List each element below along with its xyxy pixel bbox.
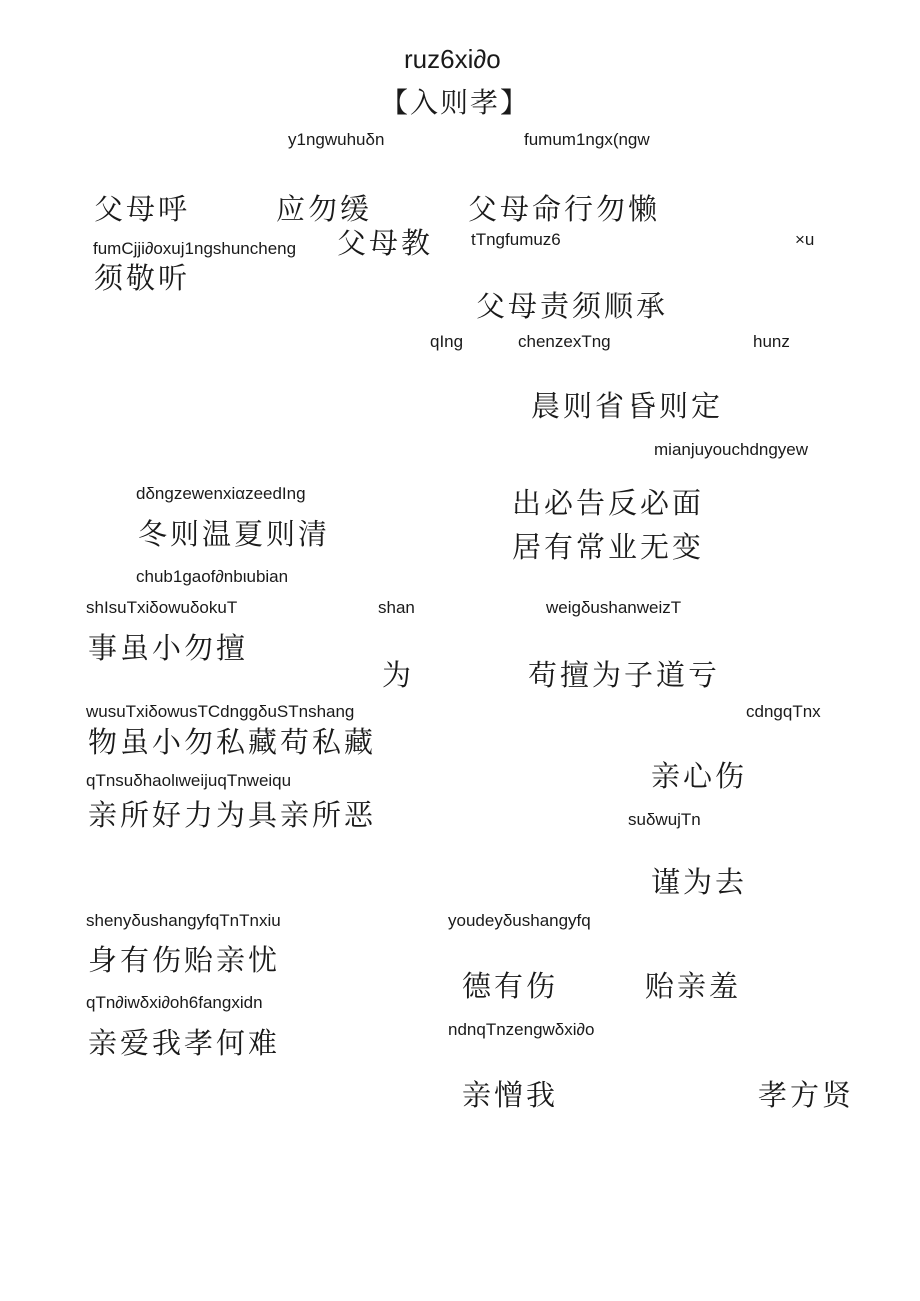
hanzi-line: 亲憎我 xyxy=(462,1078,559,1112)
section-heading: 【入则孝】 xyxy=(380,86,531,119)
pinyin-line: qIng xyxy=(430,332,464,351)
hanzi-line: 父母责须顺承 xyxy=(476,289,669,323)
pinyin-line: ndnqTnzengwδxi∂o xyxy=(448,1020,595,1039)
title-pinyin: ruz6xi∂o xyxy=(404,44,501,74)
hanzi-line: 父母教 xyxy=(337,226,434,260)
pinyin-line: shenyδushangyfqTnTnxiu xyxy=(86,911,281,930)
hanzi-line: 苟擅为子道亏 xyxy=(528,658,721,692)
hanzi-line: 居有常业无变 xyxy=(512,530,705,564)
hanzi-line: 父母呼 xyxy=(94,192,191,226)
pinyin-line: qTnsuδhaolιweijuqTnweiqu xyxy=(86,771,292,790)
pinyin-line: shIsuTxiδowuδokuT xyxy=(86,598,238,617)
pinyin-line: suδwujTn xyxy=(628,810,701,829)
hanzi-line: 冬则温夏则清 xyxy=(138,517,331,551)
hanzi-line: 亲所好力为具亲所恶 xyxy=(88,798,377,832)
pinyin-line: shan xyxy=(378,598,415,617)
hanzi-line: 德有伤 xyxy=(462,969,559,1003)
pinyin-line: youdeyδushangyfq xyxy=(448,911,591,930)
hanzi-line: 须敬听 xyxy=(94,261,191,295)
hanzi-line: 身有伤贻亲忧 xyxy=(88,943,281,977)
hanzi-line: 孝方贤 xyxy=(758,1078,855,1112)
hanzi-line: 应勿缓 xyxy=(276,192,373,226)
hanzi-line: 为 xyxy=(382,658,415,692)
pinyin-line: weigδushanweizT xyxy=(546,598,682,617)
pinyin-line: hunz xyxy=(753,332,790,351)
hanzi-line: 出必告反必面 xyxy=(512,486,705,520)
hanzi-line: 亲心伤 xyxy=(651,759,748,793)
pinyin-line: dδngzewenxiαzeedIng xyxy=(136,484,306,503)
pinyin-line: wusuTxiδowusTCdnggδuSTnshang xyxy=(86,702,355,721)
hanzi-line: 晨则省昏则定 xyxy=(531,389,724,423)
pinyin-line: chub1gaof∂nbιubian xyxy=(136,567,289,586)
pinyin-line: mianjuyouchdngyew xyxy=(654,440,809,459)
pinyin-line: y1ngwuhuδn xyxy=(288,130,385,149)
pinyin-line: tTngfumuz6 xyxy=(471,230,561,249)
pinyin-line: chenzexTng xyxy=(518,332,611,351)
pinyin-line: ×u xyxy=(795,230,815,249)
hanzi-line: 贻亲羞 xyxy=(645,969,742,1003)
pinyin-line: fumum1ngx(ngw xyxy=(524,130,650,149)
hanzi-line: 物虽小勿私藏苟私藏 xyxy=(88,725,377,759)
pinyin-line: qTn∂iwδxi∂oh6fangxidn xyxy=(86,993,263,1012)
hanzi-line: 谨为去 xyxy=(651,865,748,899)
hanzi-line: 事虽小勿擅 xyxy=(88,631,249,665)
pinyin-line: cdngqTnx xyxy=(746,702,821,721)
hanzi-line: 亲爱我孝何难 xyxy=(88,1026,281,1060)
pinyin-line: fumCjji∂oxuj1ngshuncheng xyxy=(93,239,297,258)
hanzi-line: 父母命行勿懒 xyxy=(468,192,661,226)
